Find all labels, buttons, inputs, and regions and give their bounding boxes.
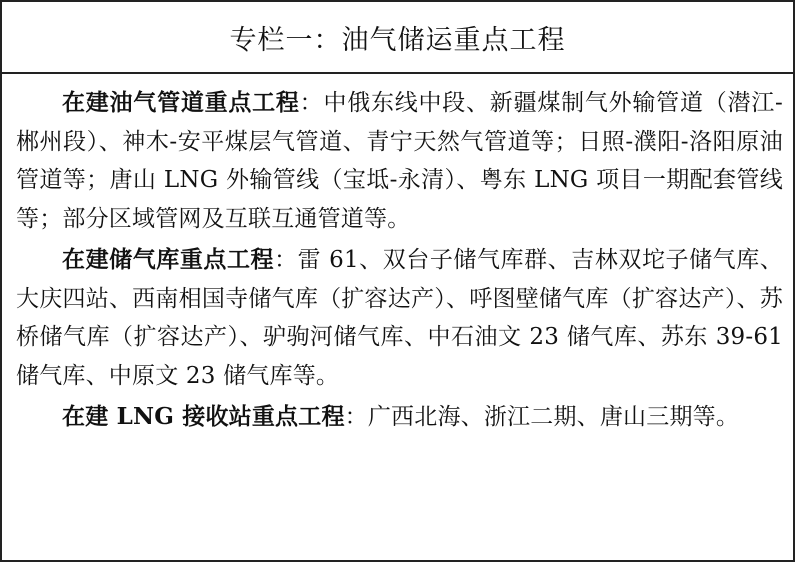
- paragraph-pipelines: [16, 84, 783, 238]
- title-row: [2, 2, 793, 74]
- paragraph-text: ：雷 61、双台子储气库群、吉林双坨子储气库、大庆四站、西南相国寺储气库（扩容达产）、呼图壁储气库（扩容达产）、苏桥储气库（扩容达产）、驴驹河储气库、中石油文 23 储气库、苏东 39-61 储气库、中原文 23 储气库等。: [16, 247, 783, 389]
- paragraph-gas-storage: [16, 241, 783, 395]
- paragraph-text: ：中俄东线中段、新疆煤制气外输管道（潜江-郴州段）、神木-安平煤层气管道、青宁天然气管道等；日照-濮阳-洛阳原油管道等；唐山 LNG 外输管线（宝坻-永清）、粤东 LNG 项目一期配套管线等；部分区域管网及互联互通管道等。: [16, 90, 783, 232]
- paragraph-lng-terminals: [16, 398, 783, 437]
- column-title: 专栏一：油气储运重点工程: [229, 24, 566, 56]
- column-content: [2, 74, 793, 437]
- paragraph-lead: 在建储气库重点工程: [62, 246, 275, 273]
- paragraph-lead: 在建 LNG 接收站重点工程: [62, 403, 345, 430]
- paragraph-lead: 在建油气管道重点工程: [62, 89, 300, 116]
- paragraph-text: ：广西北海、浙江二期、唐山三期等。: [344, 404, 740, 430]
